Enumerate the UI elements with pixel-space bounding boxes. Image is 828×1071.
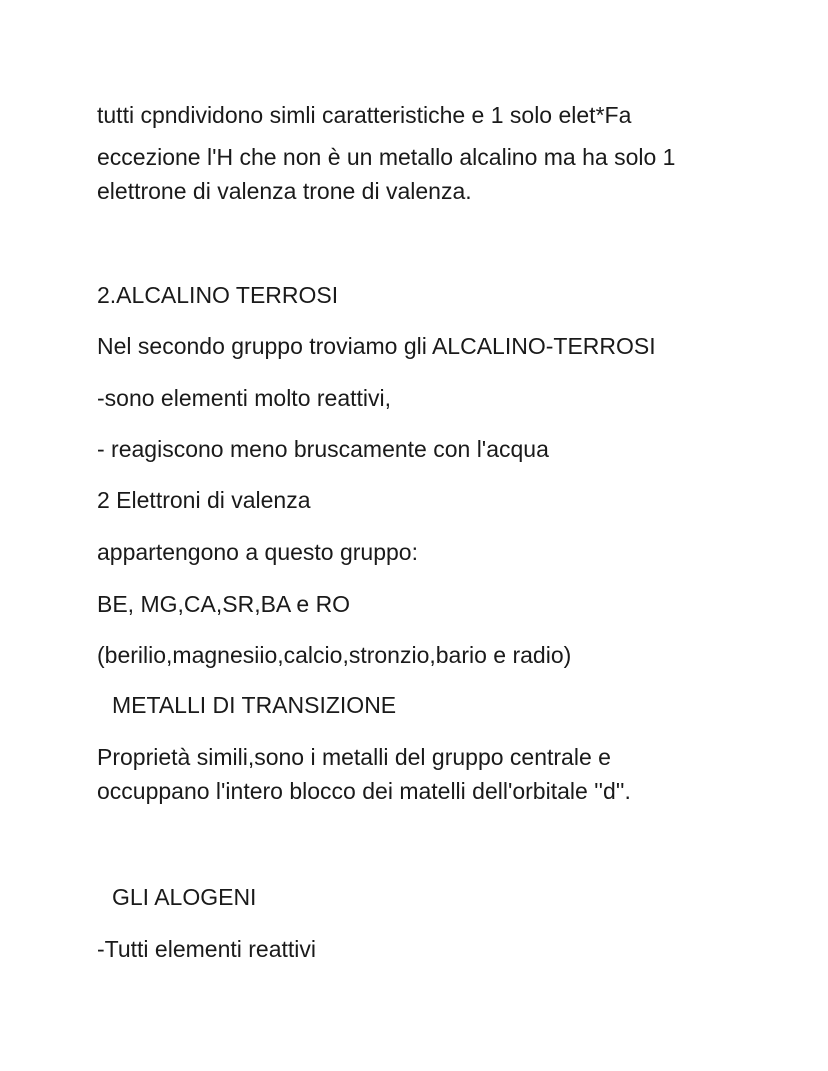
alcalino-terrosi-line-3: - reagiscono meno bruscamente con l'acqua (97, 436, 549, 462)
heading-alogeni: GLI ALOGENI (112, 884, 257, 910)
alogeni-line-1: -Tutti elementi reattivi (97, 936, 316, 962)
heading-alcalino-terrosi: 2.ALCALINO TERROSI (97, 282, 339, 308)
intro-line-3: elettrone di valenza trone di valenza. (97, 178, 472, 204)
alcalino-terrosi-line-2: -sono elementi molto reattivi, (97, 385, 392, 411)
transizione-line-1: Proprietà simili,sono i metalli del gruppo centrale e (97, 744, 611, 770)
alcalino-terrosi-line-6: BE, MG,CA,SR,BA e RO (97, 591, 351, 617)
alcalino-terrosi-line-4: 2 Elettroni di valenza (97, 487, 311, 513)
intro-line-1: tutti cpndividono simli caratteristiche e 1 solo elet*Fa (97, 102, 632, 128)
alcalino-terrosi-line-7: (berilio,magnesiio,calcio,stronzio,bario e radio) (97, 642, 572, 668)
alcalino-terrosi-line-5: appartengono a questo gruppo: (97, 539, 418, 565)
heading-metalli-transizione: METALLI DI TRANSIZIONE (112, 692, 397, 718)
intro-line-2: eccezione l'H che non è un metallo alcalino ma ha solo 1 (97, 144, 676, 170)
transizione-line-2: occuppano l'intero blocco dei matelli dell'orbitale ''d''. (97, 778, 631, 804)
alcalino-terrosi-line-1: Nel secondo gruppo troviamo gli ALCALINO-TERROSI (97, 333, 656, 359)
